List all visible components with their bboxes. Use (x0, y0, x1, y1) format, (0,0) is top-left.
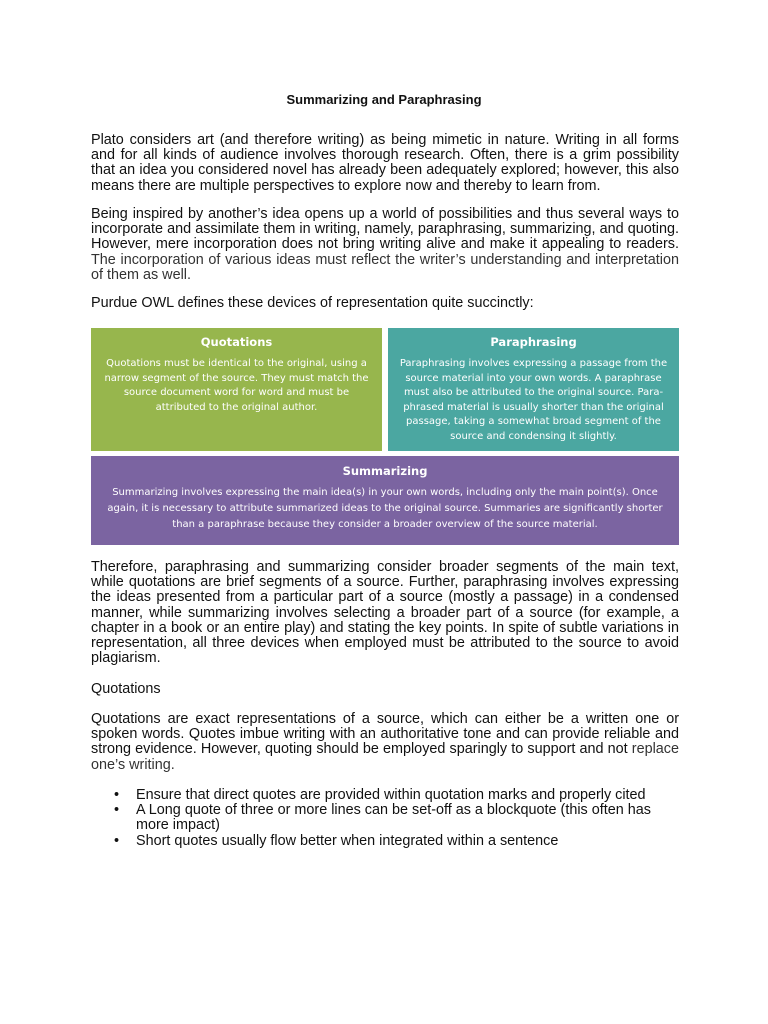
list-item-text: A Long quote of three or more lines can be set-off as a blockquote (this often has more impact) (136, 802, 651, 834)
paraphrasing-box (388, 328, 679, 451)
list-item-text: Ensure that direct quotes are provided within quotation marks and properly cited (136, 787, 646, 803)
summarizing-box-title: Summarizing (342, 464, 428, 478)
quotations-box-text: Quotations must be identical to the original, using a narrow segment of the source. They must match the source document word for word and must be attributed to the original author. (104, 358, 369, 413)
summarizing-box (91, 456, 679, 545)
intro-paragraph: Plato considers art (and therefore writing) as being mimetic in nature. Writing in all forms and for all kinds of audience involves thorough research. Often, there is a grim possibility that an idea you considered novel has already been adequately explored; however, this also means there are multiple perspectives to explore now and thereby to learn from. (91, 132, 679, 194)
list-item (91, 803, 679, 833)
comparison-paragraph: Therefore, paraphrasing and summarizing consider broader segments of the main text, while quotations are brief segments of a source. Further, paraphrasing involves expressing the ideas presented from a particular part of a source (mostly a passage) in a condensed manner, while summarizing involves selecting a broader part of a source (for example, a chapter in a book or an entire play) and stating the key points. In spite of subtle variations in representation, all three devices when employed must be attributed to the source to avoid plagiarism. (91, 559, 679, 667)
page-title: Summarizing and Paraphrasing (286, 92, 482, 107)
bullet-icon: • (114, 802, 120, 819)
list-item-text: Short quotes usually flow better when integrated within a sentence (136, 832, 559, 849)
quotations-paragraph (91, 712, 679, 773)
paraphrasing-box-title: Paraphrasing (490, 335, 577, 349)
inspiration-paragraph (91, 207, 679, 283)
inspiration-paragraph-tail: The incorporation of various ideas must reflect the writer’s understanding and interpretation of them as well. (91, 251, 679, 283)
quotations-heading: Quotations (91, 681, 161, 697)
bullet-icon: • (114, 832, 120, 849)
list-item (91, 788, 679, 803)
paraphrasing-box-text: Paraphrasing involves expressing a passage from the source material into your own words. A paraphrase must also be attributed to the original source. Para-phrased material is usually shorter than the original passage, taking a somewhat broad segment of the source and condensing it slightly. (399, 358, 668, 442)
quotations-box-title: Quotations (200, 335, 273, 349)
quote-tips-list (91, 788, 679, 849)
inspiration-paragraph-main: Being inspired by another’s idea opens up a world of possibilities and thus several ways to incorporate and assimilate them in writing, namely, paraphrasing, summarizing, and quoting. However, mere incorporation does not bring writing alive and make it appealing to readers. (91, 206, 679, 253)
purdue-intro-paragraph: Purdue OWL defines these devices of representation quite succinctly: (91, 295, 534, 311)
quotations-box (91, 328, 382, 451)
bullet-icon: • (114, 787, 120, 803)
summarizing-box-text: Summarizing involves expressing the main idea(s) in your own words, including only the main point(s). Once again, it is necessary to attribute summarized ideas to the original source. Summaries are significantly shorter than a paraphrase because they consider a broader overview of the source material. (107, 487, 663, 530)
quotations-paragraph-tail: replace one’s writing. (91, 741, 679, 773)
quotations-paragraph-main: Quotations are exact representations of a source, which can either be a written one or spoken words. Quotes imbue writing with an authoritative tone and can provide reliable and strong evidence. However, quoting should be employed sparingly to support and not (91, 711, 679, 758)
list-item (91, 834, 679, 849)
